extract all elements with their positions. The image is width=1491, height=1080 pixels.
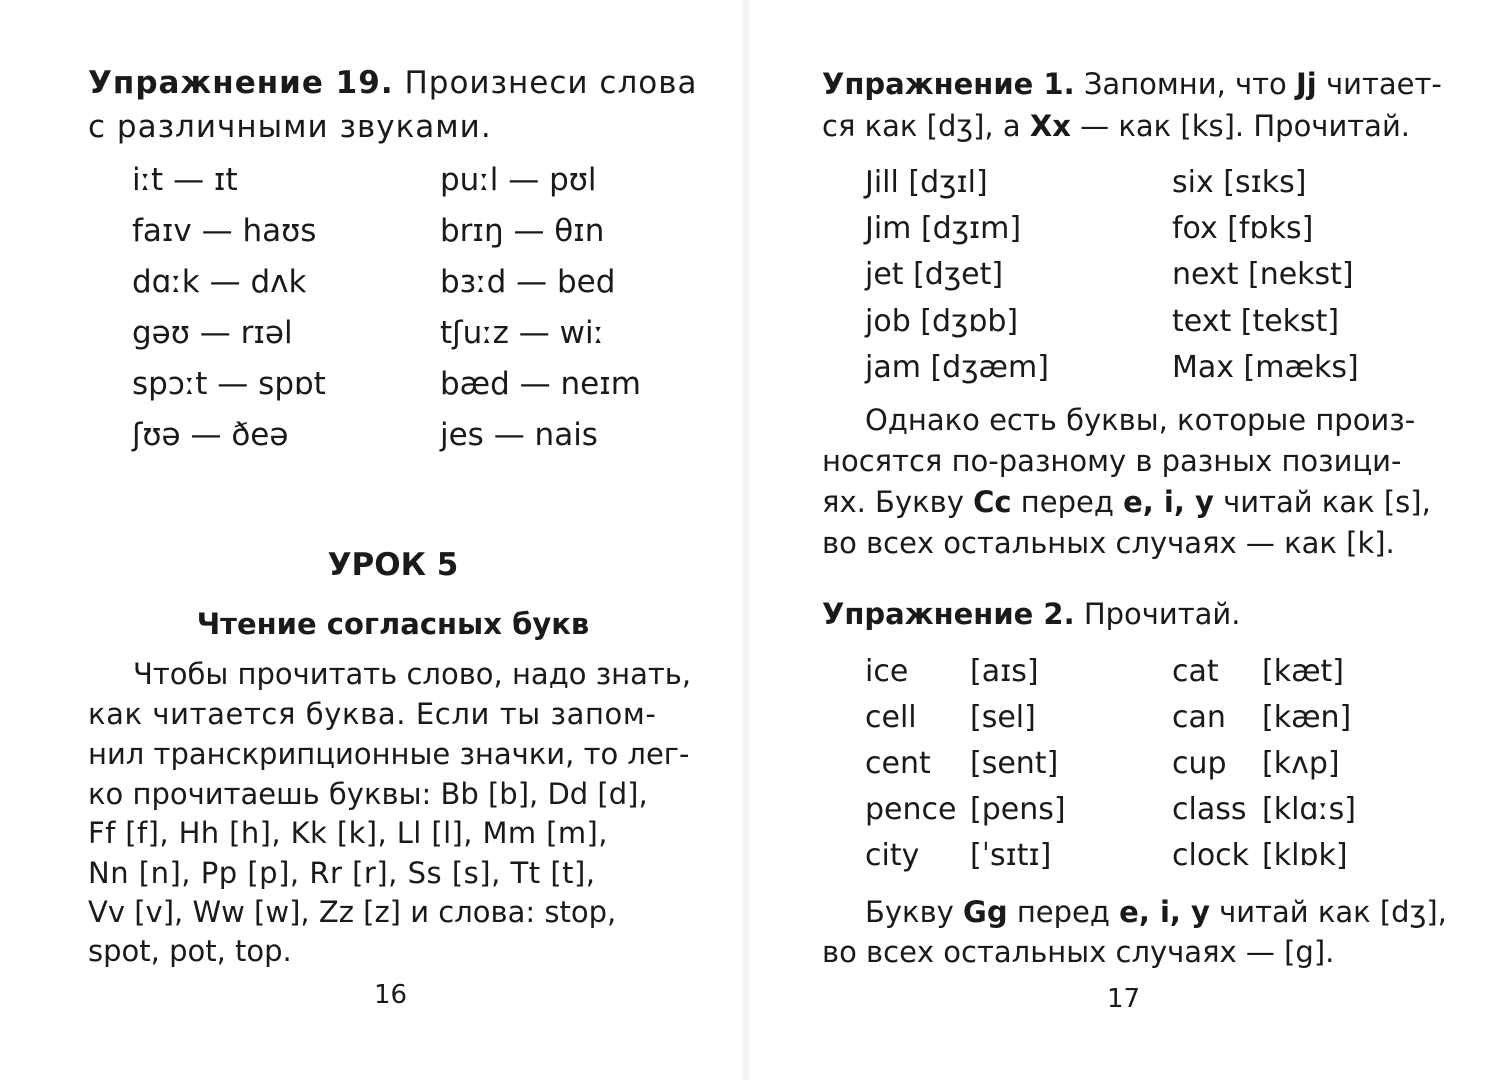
letter-cc: Cc bbox=[973, 485, 1012, 519]
exercise-1-line-2 bbox=[822, 106, 1410, 146]
page-16 bbox=[0, 0, 745, 1080]
ex2-trans-3-a: [pens] bbox=[970, 792, 1066, 827]
ex19-pair-2-a: dɑːk — dʌk bbox=[132, 264, 307, 300]
exercise-19-heading bbox=[88, 60, 698, 106]
letter-gg: Gg bbox=[963, 895, 1008, 929]
ex19-pair-2-b: bɜːd — bed bbox=[440, 264, 616, 300]
ex2-trans-2-a: [sent] bbox=[970, 746, 1059, 781]
para1-line-1: Однако есть буквы, которые произ- bbox=[865, 403, 1416, 437]
exercise-1-text-2a: ся как [dʒ], а bbox=[822, 109, 1021, 143]
letter-xx: Xx bbox=[1029, 109, 1071, 143]
vowels-eiy-2: e, i, y bbox=[1119, 895, 1210, 929]
ex2-word-1-a: cell bbox=[865, 700, 917, 735]
ex1-word-0-b: six [sɪks] bbox=[1172, 165, 1307, 200]
exercise-2-title: Упражнение 2. bbox=[822, 597, 1075, 631]
ex1-word-4-b: Max [mæks] bbox=[1172, 350, 1359, 385]
ex19-pair-0-a: iːt — ɪt bbox=[132, 162, 238, 198]
para1-line-4: во всех остальных случаях — как [k]. bbox=[822, 526, 1395, 560]
ex19-pair-1-a: faɪv — haʊs bbox=[132, 213, 317, 249]
lesson-paragraph-line-5: Nn [n], Pp [p], Rr [r], Ss [s], Tt [t], bbox=[88, 856, 596, 890]
ex19-pair-4-b: bæd — neɪm bbox=[440, 366, 641, 402]
para1-line-2: носятся по-разному в разных позици- bbox=[822, 444, 1402, 478]
ex2-trans-4-b: [klɒk] bbox=[1262, 838, 1348, 873]
ex2-trans-1-b: [kæn] bbox=[1262, 700, 1352, 735]
lesson-paragraph-line-3: ко прочитаешь буквы: Bb [b], Dd [d], bbox=[88, 777, 648, 811]
exercise-2-heading bbox=[822, 594, 1241, 634]
ex19-pair-4-a: spɔːt — spɒt bbox=[132, 366, 326, 402]
ex1-word-3-b: text [tekst] bbox=[1172, 304, 1340, 339]
para1-line-3a: ях. Букву bbox=[822, 485, 964, 519]
ex2-trans-3-b: [klɑːs] bbox=[1262, 792, 1356, 827]
exercise-1-text-a: Запомни, что bbox=[1083, 67, 1287, 101]
ex19-pair-3-b: tʃuːz — wiː bbox=[440, 315, 605, 351]
ex2-trans-2-b: [kʌp] bbox=[1262, 746, 1340, 781]
ex2-trans-0-b: [kæt] bbox=[1262, 654, 1345, 689]
exercise-2-text: Прочитай. bbox=[1083, 597, 1241, 631]
para2-line-1c: перед bbox=[1016, 895, 1110, 929]
para2-line-1e: читай как [dʒ], bbox=[1219, 895, 1447, 929]
ex19-pair-5-a: ʃʊə — ðeə bbox=[132, 417, 289, 453]
lesson-title: УРОК 5 bbox=[327, 547, 459, 583]
para1-line-3e: читай как [s], bbox=[1223, 485, 1431, 519]
ex1-word-3-a: job [dʒɒb] bbox=[865, 304, 1019, 339]
lesson-paragraph-line-2: нил транскрипционные значки, то лег- bbox=[88, 737, 690, 771]
ex2-word-4-a: city bbox=[865, 838, 920, 873]
exercise-1-text-c: читает- bbox=[1325, 67, 1442, 101]
ex2-trans-4-a: [ˈsɪtɪ] bbox=[970, 838, 1052, 873]
exercise-1-text-2c: — как [ks]. Прочитай. bbox=[1080, 109, 1411, 143]
exercise-19-text-2: с различными звуками. bbox=[88, 109, 492, 145]
ex19-pair-1-b: brɪŋ — θɪn bbox=[440, 213, 605, 249]
ex2-word-3-b: class bbox=[1172, 792, 1247, 827]
page-number-17: 17 bbox=[1107, 984, 1141, 1014]
page-17 bbox=[745, 0, 1491, 1080]
ex2-word-0-b: cat bbox=[1172, 654, 1219, 689]
exercise-19-title: Упражнение 19. bbox=[88, 65, 394, 101]
vowels-eiy: e, i, y bbox=[1123, 485, 1214, 519]
ex2-word-0-a: ice bbox=[865, 654, 909, 689]
lesson-paragraph-line-4: Ff [f], Hh [h], Kk [k], Ll [l], Mm [m], bbox=[88, 816, 608, 850]
ex2-word-1-b: can bbox=[1172, 700, 1226, 735]
ex19-pair-5-b: jes — nais bbox=[440, 417, 598, 453]
ex19-pair-3-a: gəʊ — rɪəl bbox=[132, 315, 293, 351]
lesson-subtitle: Чтение согласных букв bbox=[196, 607, 590, 641]
ex2-word-2-a: cent bbox=[865, 746, 931, 781]
ex1-word-4-a: jam [dʒæm] bbox=[865, 350, 1049, 385]
ex2-trans-1-a: [sel] bbox=[970, 700, 1036, 735]
ex2-word-3-a: pence bbox=[865, 792, 957, 827]
para2-line-2: во всех остальных случаях — [g]. bbox=[822, 935, 1335, 969]
ex2-word-2-b: cup bbox=[1172, 746, 1227, 781]
lesson-paragraph-line-0: Чтобы прочитать слово, надо знать, bbox=[133, 657, 692, 691]
lesson-paragraph-line-6: Vv [v], Ww [w], Zz [z] и слова: stop, bbox=[88, 895, 617, 929]
para2-line-1 bbox=[865, 892, 1447, 932]
para1-line-3 bbox=[822, 482, 1431, 522]
ex2-trans-0-a: [aɪs] bbox=[970, 654, 1039, 689]
lesson-paragraph-line-1: как читается буква. Если ты запом- bbox=[88, 697, 657, 731]
para2-line-1a: Букву bbox=[865, 895, 954, 929]
letter-jj: Jj bbox=[1296, 67, 1317, 101]
ex2-word-4-b: clock bbox=[1172, 838, 1250, 873]
exercise-19-text-1: Произнеси слова bbox=[404, 65, 698, 101]
lesson-paragraph-line-7: spot, pot, top. bbox=[88, 934, 292, 968]
ex19-pair-0-b: puːl — pʊl bbox=[440, 162, 597, 198]
exercise-1-line-1 bbox=[822, 64, 1442, 104]
exercise-1-title: Упражнение 1. bbox=[822, 67, 1075, 101]
ex1-word-2-b: next [nekst] bbox=[1172, 257, 1354, 292]
para1-line-3c: перед bbox=[1020, 485, 1114, 519]
ex1-word-1-a: Jim [dʒɪm] bbox=[865, 211, 1022, 246]
ex1-word-2-a: jet [dʒet] bbox=[865, 257, 1004, 292]
ex1-word-0-a: Jill [dʒɪl] bbox=[865, 165, 988, 200]
ex1-word-1-b: fox [fɒks] bbox=[1172, 211, 1314, 246]
page-number-16: 16 bbox=[374, 980, 408, 1010]
